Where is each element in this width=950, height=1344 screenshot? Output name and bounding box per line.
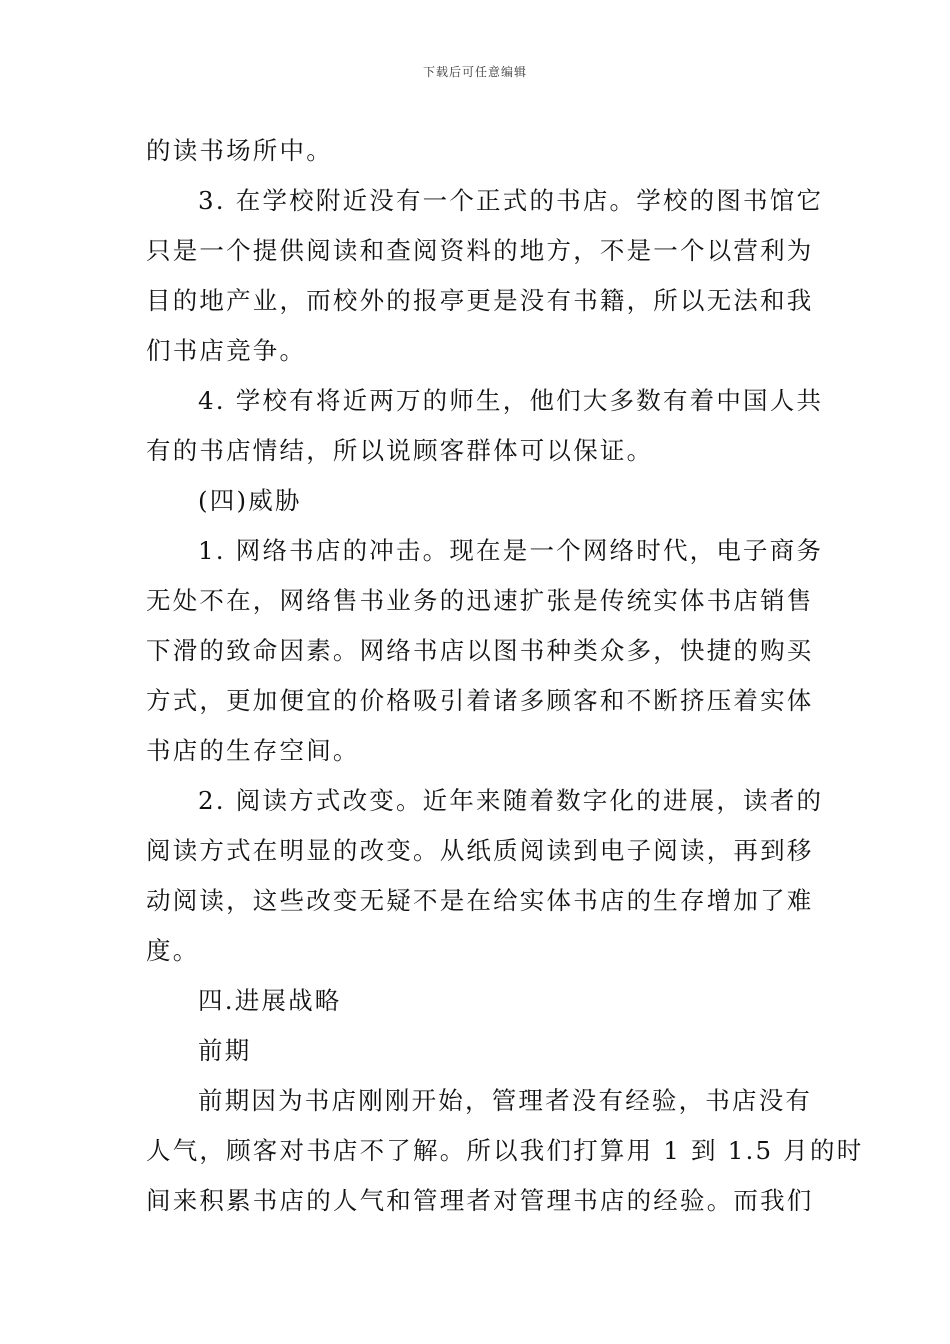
page-header: 下载后可任意编辑	[422, 65, 527, 79]
text-line: 3. 在学校附近没有一个正式的书店。学校的图书馆它	[198, 186, 824, 215]
section-heading: 四.进展战略	[198, 986, 342, 1015]
section-heading: (四)威胁	[198, 486, 302, 515]
document-body	[146, 126, 864, 1226]
subsection-heading: 前期	[198, 1036, 252, 1065]
text-line: 们书店竞争。	[146, 336, 307, 365]
text-line: 只是一个提供阅读和查阅资料的地方，不是一个以营利为	[146, 236, 814, 265]
text-line: 有的书店情结，所以说顾客群体可以保证。	[146, 436, 654, 465]
text-line: 度。	[146, 936, 200, 965]
text-line: 前期因为书店刚刚开始，管理者没有经验，书店没有	[198, 1086, 813, 1115]
text-line: 间来积累书店的人气和管理者对管理书店的经验。而我们	[146, 1186, 814, 1215]
text-line: 书店的生存空间。	[146, 736, 360, 765]
text-line: 4. 学校有将近两万的师生，他们大多数有着中国人共	[198, 386, 824, 415]
text-line: 人气，顾客对书店不了解。所以我们打算用 1 到 1.5 月的时	[146, 1136, 864, 1165]
text-line: 1. 网络书店的冲击。现在是一个网络时代，电子商务	[198, 536, 824, 565]
text-line: 下滑的致命因素。网络书店以图书种类众多，快捷的购买	[146, 636, 814, 665]
text-line: 方式，更加便宜的价格吸引着诸多顾客和不断挤压着实体	[146, 686, 814, 715]
text-line: 阅读方式在明显的改变。从纸质阅读到电子阅读，再到移	[146, 836, 814, 865]
text-line: 的读书场所中。	[146, 136, 333, 165]
text-line: 2. 阅读方式改变。近年来随着数字化的进展，读者的	[198, 786, 824, 815]
text-line: 目的地产业，而校外的报亭更是没有书籍，所以无法和我	[146, 286, 814, 315]
text-line: 动阅读，这些改变无疑不是在给实体书店的生存增加了难	[146, 886, 814, 915]
text-line: 无处不在，网络售书业务的迅速扩张是传统实体书店销售	[146, 586, 814, 615]
